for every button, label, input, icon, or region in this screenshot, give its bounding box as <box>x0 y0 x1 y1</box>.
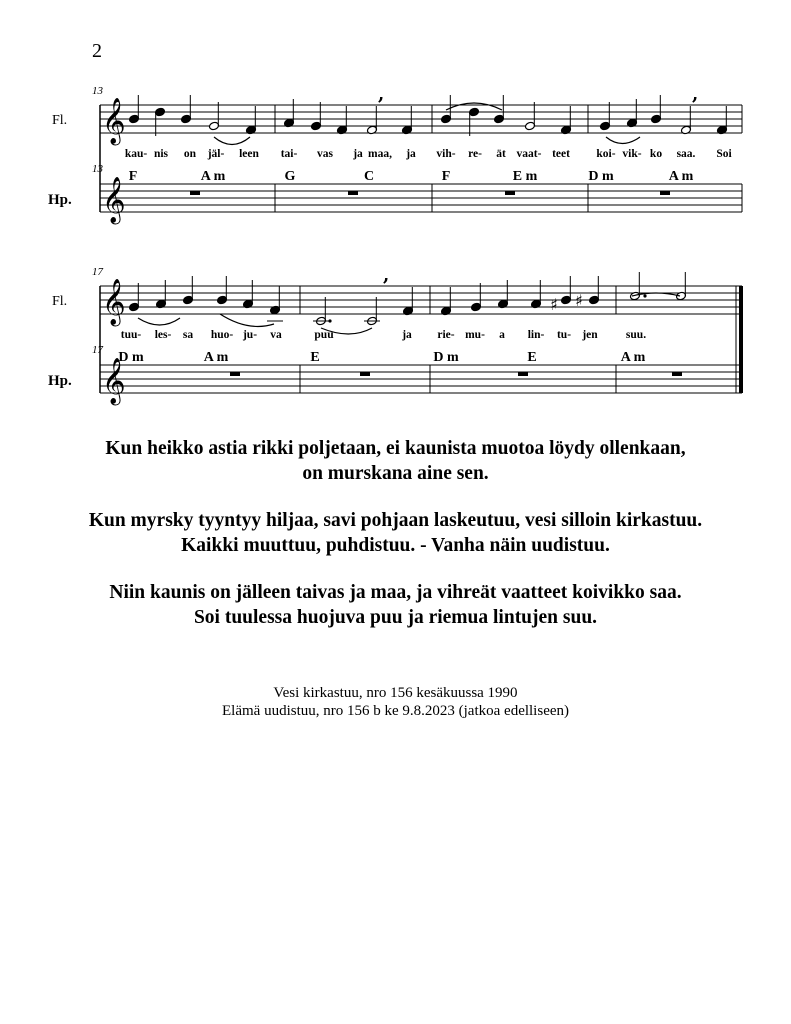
lyric-syllable: jen <box>582 329 598 341</box>
flute-staff-1 <box>100 105 742 133</box>
chord-symbol: A m <box>620 350 646 365</box>
verse-3 <box>0 580 791 630</box>
treble-clef-icon: 𝄞 <box>102 358 126 404</box>
chord-symbol: G <box>284 169 296 184</box>
lyric-syllable: maa, <box>368 148 392 160</box>
page-number: 2 <box>92 40 102 62</box>
augmentation-dot <box>328 319 331 322</box>
harp-staff-2 <box>100 365 742 393</box>
lyric-syllable: re- <box>468 148 482 160</box>
lyric-syllable: on <box>183 148 197 160</box>
augmentation-dot <box>643 294 646 297</box>
lyric-syllable: rie- <box>437 329 455 341</box>
treble-clef-icon: 𝄞 <box>102 177 126 223</box>
chord-symbol: A m <box>200 169 226 184</box>
chord-symbol: A m <box>668 169 694 184</box>
verse-line: Kun heikko astia rikki poljetaan, ei kaunista muotoa löydy ollenkaan, <box>105 438 686 459</box>
lyric-syllable: les- <box>154 329 172 341</box>
chord-symbol: E <box>527 350 537 365</box>
measure-number: 17 <box>92 344 103 356</box>
lyric-syllable: teet <box>552 148 570 160</box>
chord-symbol: C <box>363 169 375 184</box>
lyric-syllable: vih- <box>436 148 456 160</box>
chord-symbol: D m <box>588 169 614 184</box>
measure-number: 17 <box>92 266 103 278</box>
lyric-syllable: ja <box>406 148 416 160</box>
lyric-syllable: mu- <box>465 329 485 341</box>
lyric-syllable: puu <box>314 329 334 341</box>
verse-2 <box>0 508 791 558</box>
chord-symbol: E m <box>512 169 538 184</box>
lyric-syllable: ju- <box>242 329 258 341</box>
music-score <box>0 0 791 430</box>
sharp-icon: ♯ <box>550 295 558 314</box>
lyric-syllable: ja <box>402 329 412 341</box>
lyric-syllable: saa. <box>676 148 696 160</box>
lyric-syllable: sa <box>182 329 194 341</box>
instrument-label-harp: Hp. <box>48 373 72 389</box>
breath-mark-icon: , <box>383 265 390 286</box>
footer-line: Elämä uudistuu, nro 156 b ke 9.8.2023 (jatkoa edelliseen) <box>222 703 569 719</box>
lyric-syllable: leen <box>239 148 259 160</box>
lyric-syllable: kau- <box>124 148 148 160</box>
chord-symbol: F <box>441 169 451 184</box>
lyric-syllable: ja <box>353 148 363 160</box>
lyric-syllable: Soi <box>716 148 732 160</box>
chord-symbol: D m <box>118 350 144 365</box>
flute-staff-2 <box>100 286 742 314</box>
lyric-syllable: ko <box>649 148 663 160</box>
lyric-syllable: vas <box>317 148 333 160</box>
verse-line: Soi tuulessa huojuva puu ja riemua lintujen suu. <box>193 607 598 628</box>
verse-1 <box>0 436 791 486</box>
verse-line: on murskana aine sen. <box>302 463 489 484</box>
treble-clef-icon: 𝄞 <box>102 98 126 144</box>
measure-number: 13 <box>92 163 103 175</box>
lyric-syllable: huo- <box>210 329 234 341</box>
measure-number: 13 <box>92 85 103 97</box>
lyric-syllable: suu. <box>625 329 647 341</box>
harp-staff-1 <box>100 184 742 212</box>
lyric-syllable: tai- <box>280 148 298 160</box>
verse-line: Niin kaunis on jälleen taivas ja maa, ja vihreät vaatteet koivikko saa. <box>109 582 682 603</box>
instrument-label-harp: Hp. <box>48 192 72 208</box>
chord-symbol: A m <box>203 350 229 365</box>
lyric-syllable: tuu- <box>120 329 142 341</box>
verse-text <box>0 436 791 652</box>
lyric-syllable: vik- <box>622 148 642 160</box>
flute-notes <box>129 95 728 326</box>
chord-symbol: E <box>310 350 320 365</box>
lyric-syllable: lin- <box>527 329 545 341</box>
lyric-syllable: jäl- <box>207 148 225 160</box>
lyric-syllable: nis <box>153 148 169 160</box>
chord-symbol: D m <box>433 350 459 365</box>
chord-symbol: F <box>128 169 138 184</box>
verse-line: Kun myrsky tyyntyy hiljaa, savi pohjaan laskeutuu, vesi silloin kirkastuu. <box>88 510 703 531</box>
lyric-syllable: koi- <box>596 148 616 160</box>
lyric-syllable: ät <box>496 148 506 160</box>
treble-clef-icon: 𝄞 <box>102 279 126 325</box>
verse-line: Kaikki muuttuu, puhdistuu. - Vanha näin uudistuu. <box>181 535 610 556</box>
breath-mark-icon: , <box>378 84 385 105</box>
lyric-syllable: vaat- <box>516 148 542 160</box>
lyric-syllable: va <box>270 329 282 341</box>
lyric-syllable: a <box>499 329 505 341</box>
lyric-syllable: tu- <box>556 329 572 341</box>
instrument-label-flute: Fl. <box>52 294 68 309</box>
instrument-label-flute: Fl. <box>52 113 68 128</box>
footer-notes <box>0 684 791 720</box>
sharp-icon: ♯ <box>575 291 583 310</box>
footer-line: Vesi kirkastuu, nro 156 kesäkuussa 1990 <box>273 685 518 701</box>
breath-mark-icon: , <box>692 84 699 105</box>
